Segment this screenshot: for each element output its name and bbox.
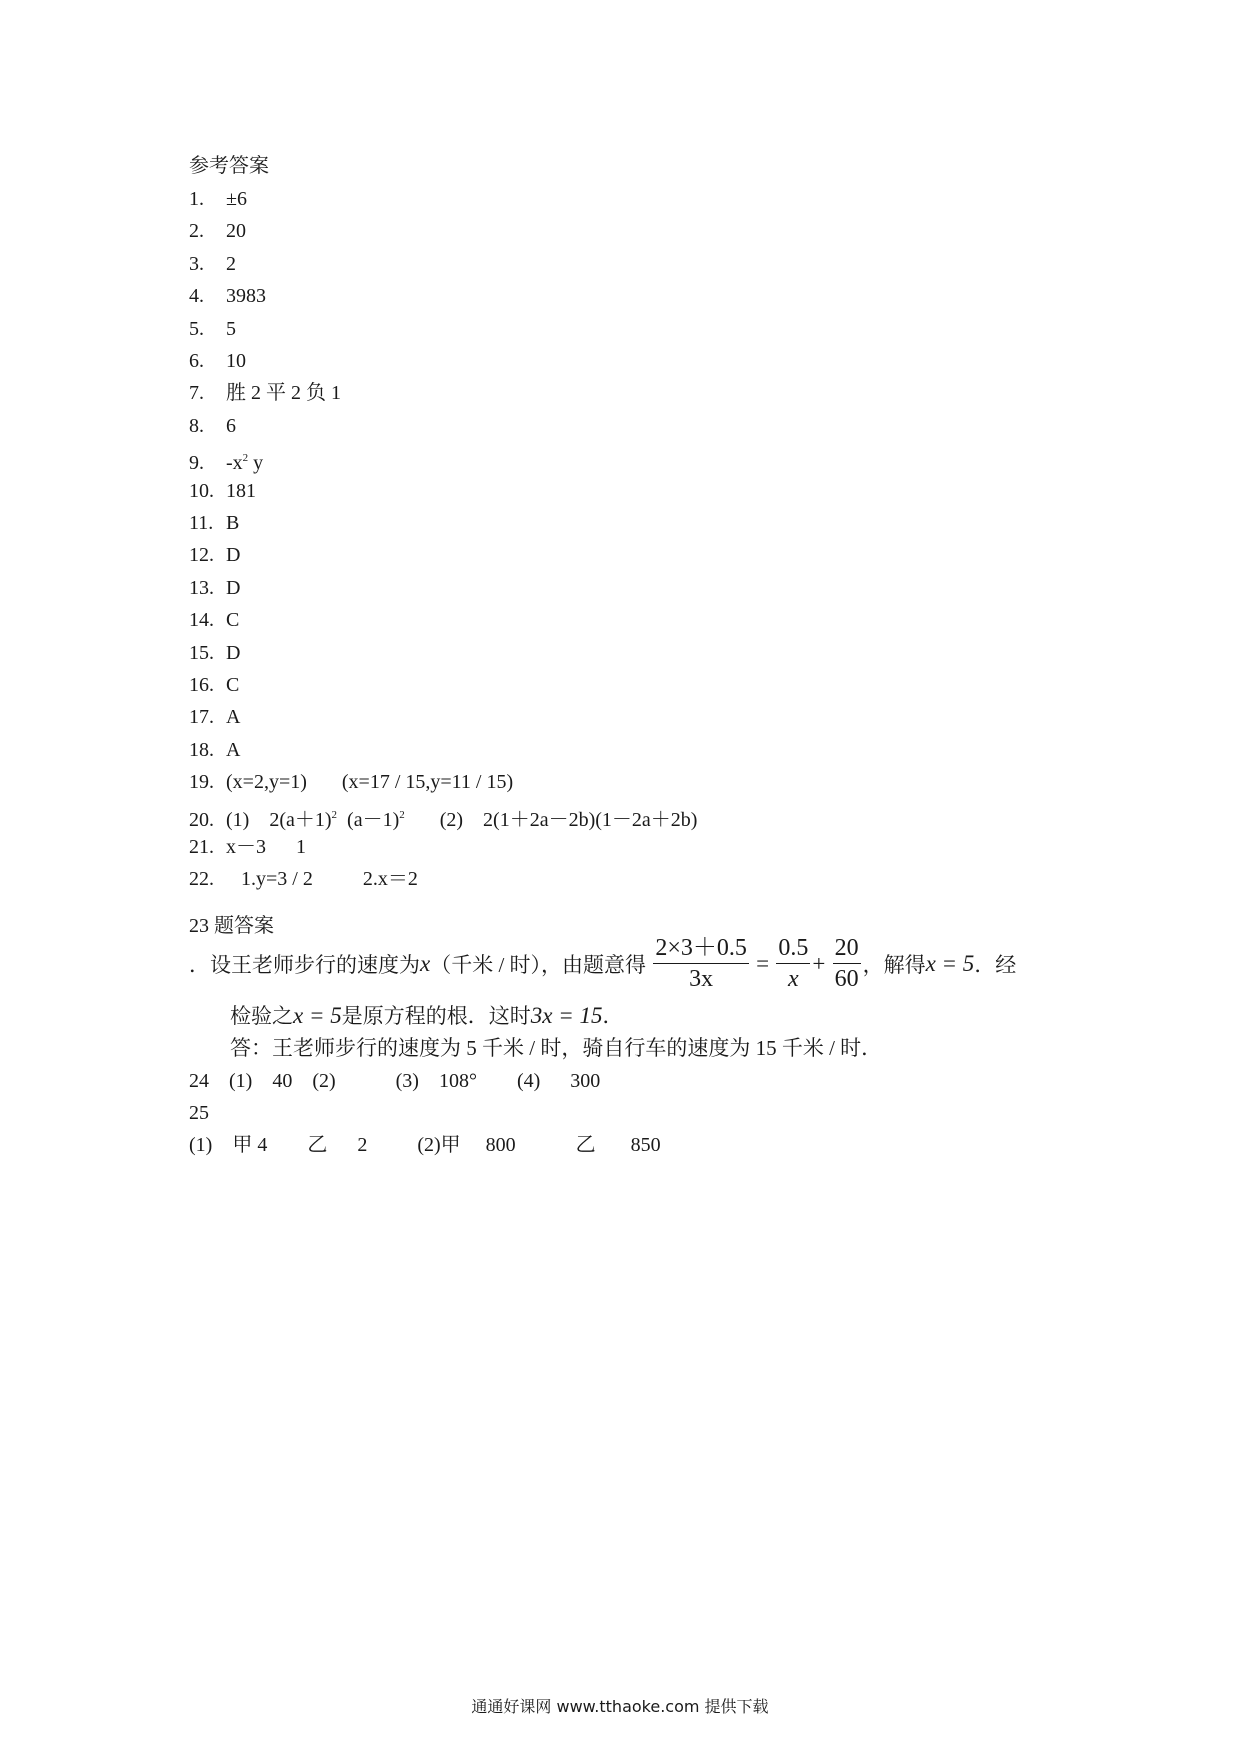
q23-tail: ．经 <box>974 953 1017 977</box>
answer-row <box>189 705 240 729</box>
answer-value: C <box>226 609 240 631</box>
answer-part: -x <box>226 452 243 474</box>
answer-row <box>189 803 697 832</box>
fraction-2-denominator: x <box>788 966 799 992</box>
answer-row <box>189 673 239 697</box>
answer-number: 10. <box>189 480 214 502</box>
answer-row <box>189 738 240 762</box>
answer-row <box>189 867 418 891</box>
answer-value: 181 <box>226 480 256 502</box>
q23-check-eq2: 3x = 15 <box>530 1003 603 1028</box>
q23-unit-text: （千米 / 时），由题意得 <box>430 953 647 977</box>
answer-value: 5 <box>226 318 236 340</box>
answer-value: D <box>226 642 241 664</box>
answer-number: 1. <box>189 188 204 210</box>
fraction-2 <box>776 934 810 994</box>
q23-var: x <box>420 951 431 976</box>
fraction-2-numerator: 0.5 <box>776 934 810 964</box>
answer-value: D <box>226 544 241 566</box>
q23-check-text-b: 是原方程的根．这时 <box>341 1004 531 1028</box>
answer-number: 20. <box>189 809 214 831</box>
answer-value: (x=2,y=1) (x=17 / 15,y=11 / 15) <box>226 771 514 793</box>
answer-value: B <box>226 512 240 534</box>
answer-row <box>189 543 240 567</box>
answer-number: 13. <box>189 577 214 599</box>
answer-number: 18. <box>189 739 214 761</box>
answer-row <box>189 770 513 794</box>
fraction-3-denominator: 60 <box>834 966 859 992</box>
answer-number: 19. <box>189 771 214 793</box>
fraction-3 <box>833 934 861 994</box>
answer-number: 11. <box>189 512 214 534</box>
answer-value: 6 <box>226 415 236 437</box>
answer-part: (a－1) <box>337 809 400 831</box>
q23-solve-eq: x = 5 <box>925 951 975 976</box>
answer-row <box>189 187 247 211</box>
answer-row <box>189 252 236 276</box>
answer-part: (1) 2(a＋1) <box>226 809 332 831</box>
answer-row <box>189 446 263 475</box>
answers-heading: 参考答案 <box>189 155 269 177</box>
q23-check-line <box>230 1004 623 1028</box>
q23-title: 23 题答案 <box>189 915 274 937</box>
answer-row <box>189 414 236 438</box>
answer-row <box>189 317 236 341</box>
answer-value: ±6 <box>226 188 247 210</box>
superscript: 2 <box>331 809 338 821</box>
q24-answer: 24 (1) 40 (2) (3) 108° (4) 300 <box>189 1070 601 1092</box>
q25-answer: (1) 甲 4 乙 2 (2)甲 800 乙 850 <box>189 1134 661 1156</box>
plus-sign: + <box>812 951 826 976</box>
answer-value: x－3 1 <box>226 836 306 858</box>
answer-value: 1.y=3 / 2 2.x＝2 <box>226 868 418 890</box>
answer-value <box>226 803 697 832</box>
q23-lead: ．设王老师步行的速度为 <box>189 953 420 977</box>
q23-check-text-a: 检验之 <box>230 1004 293 1028</box>
answer-number: 22. <box>189 868 214 890</box>
fraction-1-denominator: 3x <box>689 966 714 992</box>
fraction-3-numerator: 20 <box>833 934 861 964</box>
answer-number: 15. <box>189 642 214 664</box>
footer-credit: 通通好课网 www.tthaoke.com 提供下载 <box>471 1697 769 1716</box>
answer-row <box>189 835 306 859</box>
answer-number: 17. <box>189 706 214 728</box>
answer-value: A <box>226 706 241 728</box>
answer-number: 16. <box>189 674 214 696</box>
q23-check-eq: x = 5 <box>293 1003 342 1028</box>
answer-value: 20 <box>226 220 246 242</box>
answer-row <box>189 511 239 535</box>
answer-value <box>226 446 263 475</box>
answer-row <box>189 576 240 600</box>
fraction-1 <box>653 934 749 994</box>
answer-number: 9. <box>189 452 204 474</box>
answer-part: (2) 2(1＋2a－2b)(1－2a＋2b) <box>404 809 698 831</box>
answer-number: 4. <box>189 285 204 307</box>
answer-number: 14. <box>189 609 214 631</box>
answer-row <box>189 479 256 503</box>
answer-value: D <box>226 577 241 599</box>
answer-value: 2 <box>226 253 236 275</box>
answer-number: 3. <box>189 253 204 275</box>
answer-row <box>189 641 240 665</box>
answer-value: A <box>226 739 241 761</box>
answer-row <box>189 608 239 632</box>
answer-number: 2. <box>189 220 204 242</box>
answer-number: 5. <box>189 318 204 340</box>
answer-row <box>189 349 246 373</box>
answer-number: 21. <box>189 836 214 858</box>
superscript: 2 <box>242 452 249 464</box>
answer-value: 胜 2 平 2 负 1 <box>226 382 341 404</box>
answer-row <box>189 381 341 405</box>
fraction-1-numerator: 2×3＋0.5 <box>653 934 749 964</box>
answer-number: 12. <box>189 544 214 566</box>
answer-number: 8. <box>189 415 204 437</box>
q23-answer-line: 答：王老师步行的速度为 5 千米 / 时，骑自行车的速度为 15 千米 / 时． <box>230 1036 883 1060</box>
equals-sign: = <box>756 951 770 976</box>
answer-number: 7. <box>189 382 204 404</box>
q23-equation-line <box>189 934 1016 994</box>
q25-title: 25 <box>189 1102 209 1124</box>
answer-value: 3983 <box>226 285 266 307</box>
superscript: 2 <box>399 809 405 821</box>
answer-number: 6. <box>189 350 204 372</box>
answer-row <box>189 284 266 308</box>
q23-check-end: ． <box>602 1004 624 1028</box>
answer-value: 10 <box>226 350 246 372</box>
answer-part: y <box>248 452 264 474</box>
q23-solve-text: ，解得 <box>862 953 926 977</box>
answer-row <box>189 219 246 243</box>
answer-value: C <box>226 674 240 696</box>
